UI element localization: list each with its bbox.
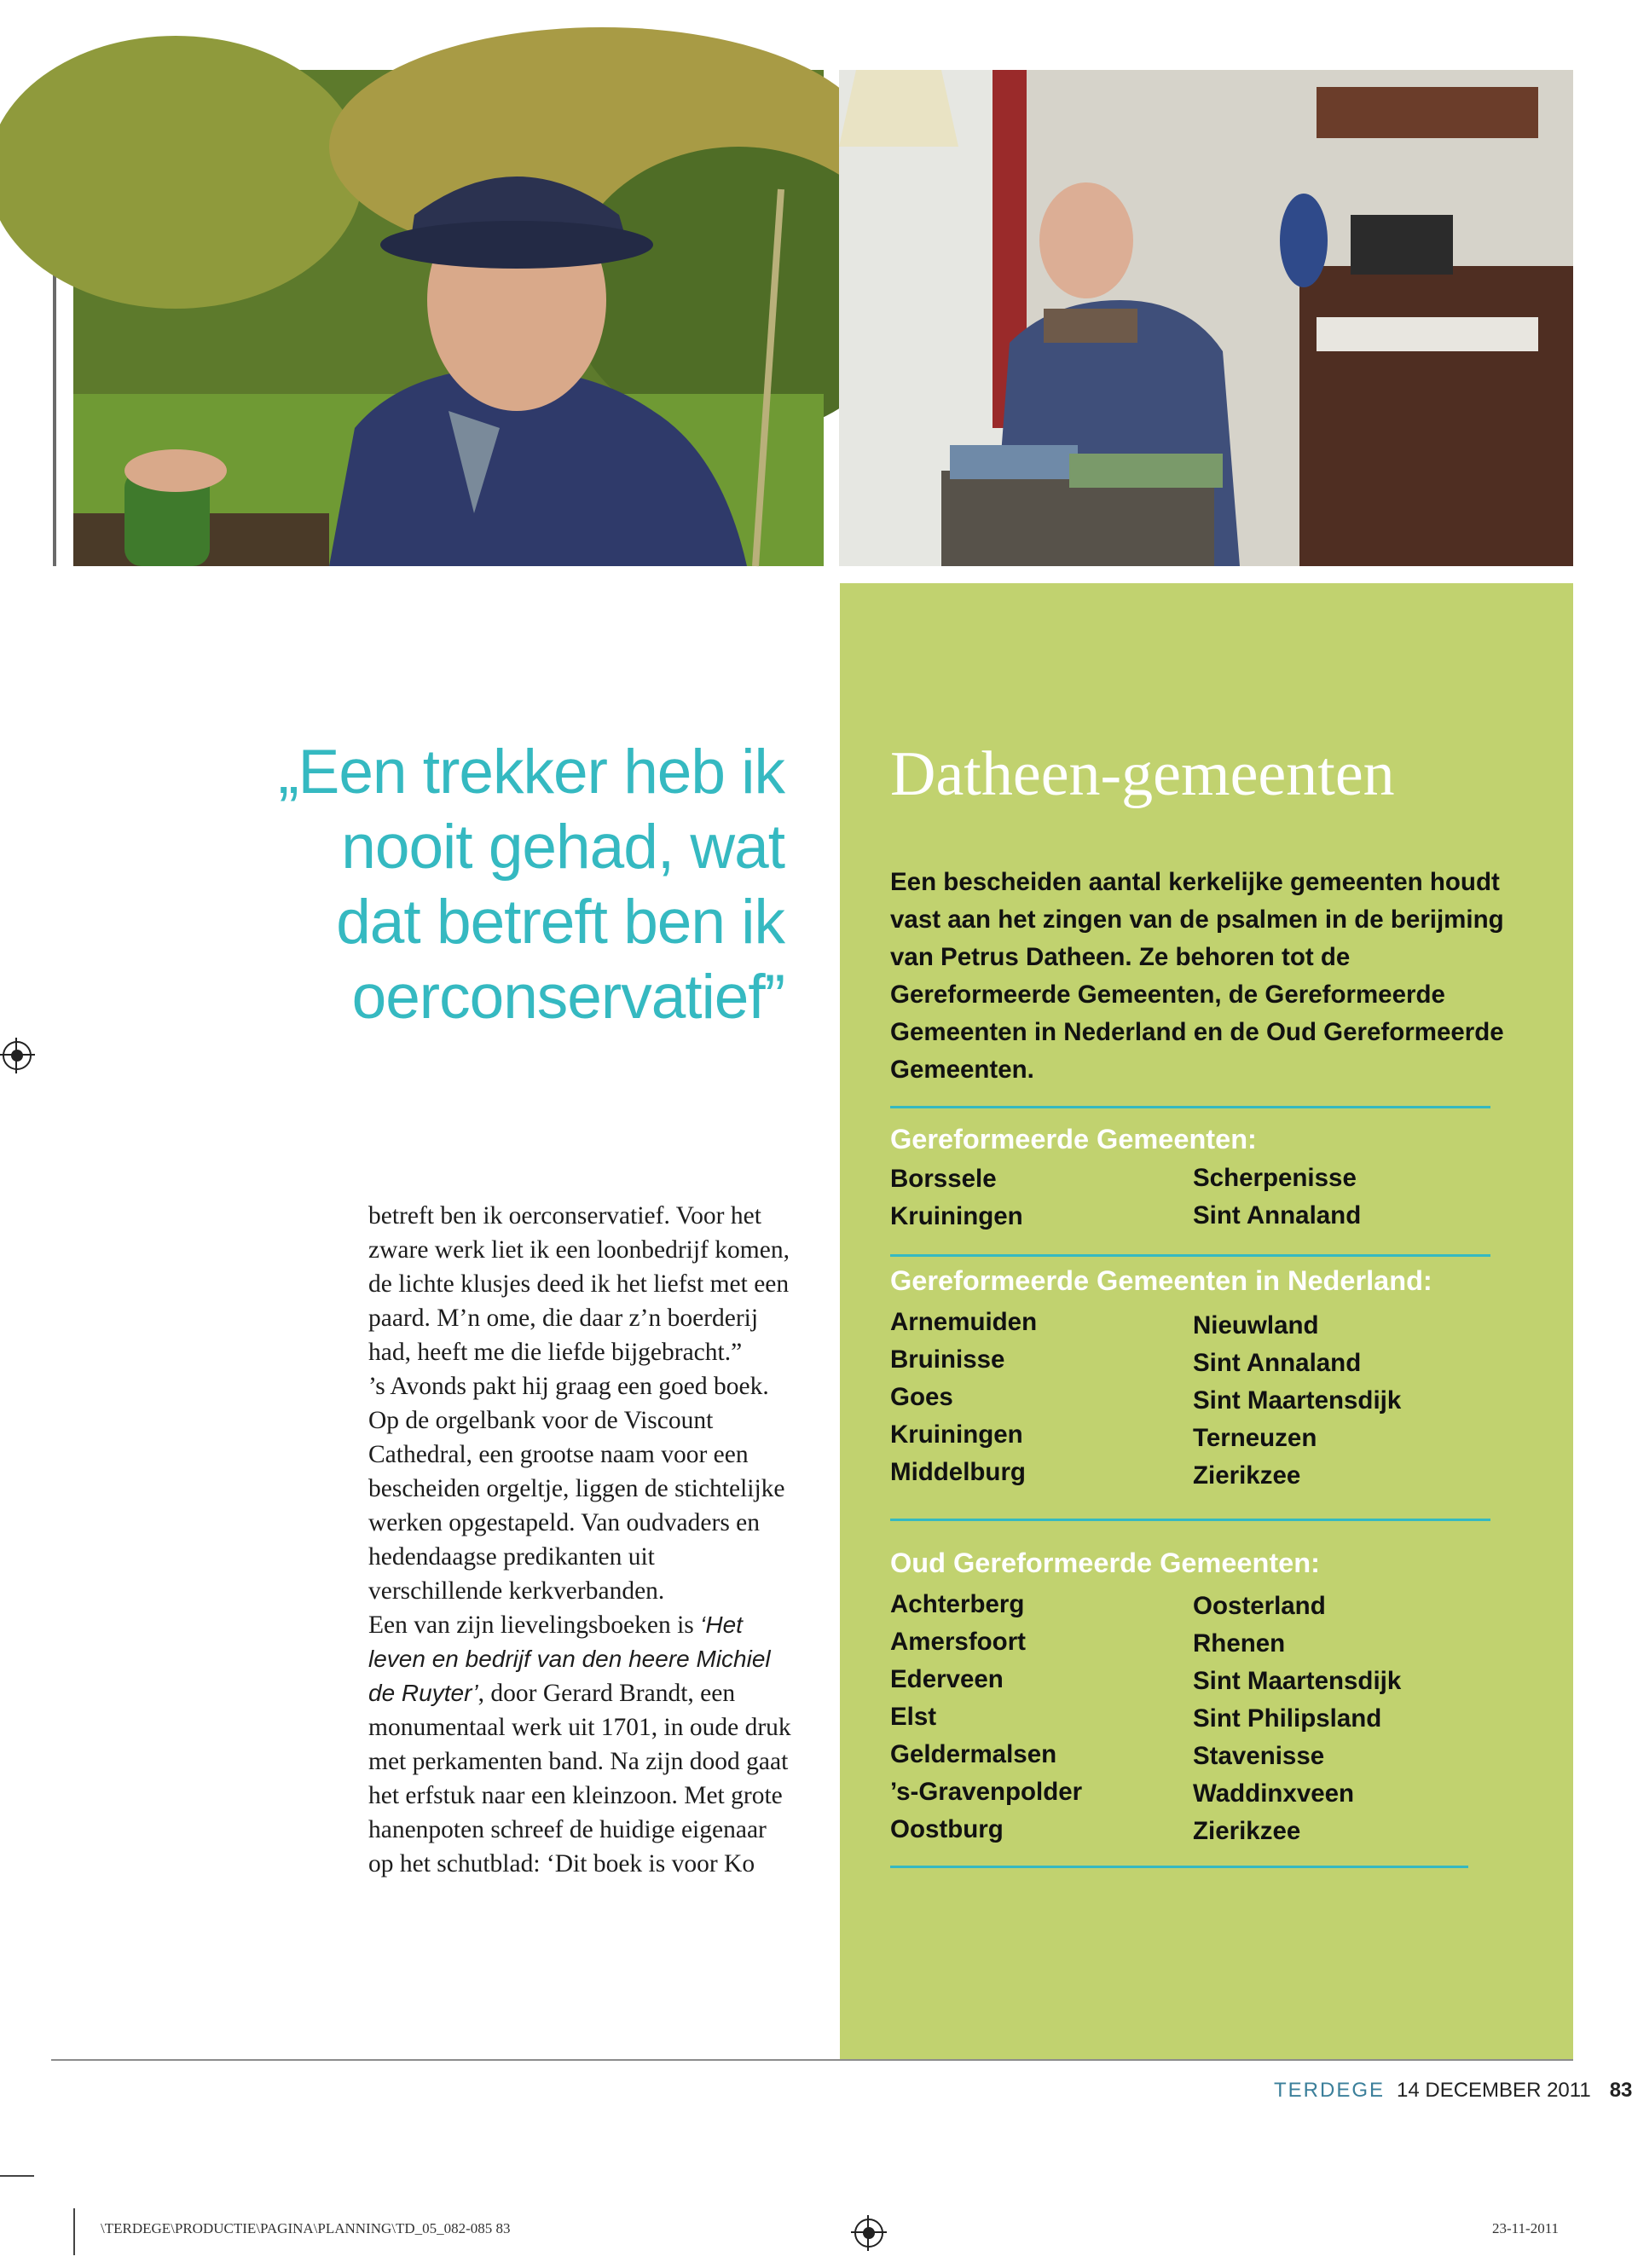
sidebar-title: Datheen-gemeenten <box>890 739 1395 809</box>
pull-quote-line: nooit gehad, wat <box>341 813 784 882</box>
congregation-item: Borssele <box>890 1165 997 1193</box>
crop-mark <box>73 2208 75 2255</box>
congregation-item: Oostburg <box>890 1815 1004 1843</box>
body-text-run: , door Gerard Brandt, een monumentaal werk uit 1701, in oude druk met perkamenten band. Na zijn dood gaat het erfstuk naar een kleinzoon. Met grote hanenpoten schreef de huidige eigenaar op het schutblad: ‘Dit boek is voor Ko <box>368 1680 791 1877</box>
congregation-list-col2 <box>1193 1588 1401 1850</box>
congregation-list-col1 <box>890 1586 1082 1849</box>
congregation-item: Scherpenisse <box>1193 1164 1357 1192</box>
sidebar-intro: Een bescheiden aantal kerkelijke gemeenten houdt vast aan het zingen van de psalmen in de berijming van Petrus Datheen. Ze behoren tot de Gereformeerde Gemeenten, de Gereformeerde Gemeenten in Nederland en de Oud Gereformeerde Gemeenten. <box>890 868 1504 1084</box>
congregation-item: Goes <box>890 1383 953 1411</box>
congregation-item: Arnemuiden <box>890 1308 1038 1336</box>
congregation-item: Sint Philipsland <box>1193 1704 1382 1733</box>
pull-quote-line: „Een trekker heb ik <box>278 738 784 807</box>
congregation-item: Terneuzen <box>1193 1424 1317 1452</box>
congregation-item: Middelburg <box>890 1458 1026 1486</box>
pull-quote <box>205 735 784 1035</box>
congregation-item: Amersfoort <box>890 1628 1026 1656</box>
crop-mark <box>0 2175 34 2177</box>
body-paragraph <box>368 1608 793 1881</box>
congregation-item: Achterberg <box>890 1590 1025 1618</box>
congregation-item: Rhenen <box>1193 1629 1286 1658</box>
group-heading: Gereformeerde Gemeenten in Nederland: <box>890 1265 1432 1296</box>
body-paragraph: betreft ben ik oerconservatief. Voor het zware werk liet ik een loonbedrijf komen, de lichte klusjes deed ik het liefst met een paard. M’n ome, die daar z’n boerderij had, heeft me die liefde bijgebracht.” <box>368 1202 790 1366</box>
congregation-list-col1 <box>890 1160 1023 1235</box>
congregation-item: Nieuwland <box>1193 1311 1319 1339</box>
registration-mark-icon <box>3 1041 32 1070</box>
photo-man-in-field <box>73 70 824 566</box>
article-body <box>368 1199 793 1881</box>
registration-mark-icon <box>854 2219 883 2248</box>
congregation-item: Zierikzee <box>1193 1817 1301 1845</box>
congregation-item: Kruiningen <box>890 1202 1023 1230</box>
divider <box>890 1866 1468 1868</box>
congregation-item: Ederveen <box>890 1665 1004 1693</box>
print-slug-date: 23-11-2011 <box>1492 2220 1560 2236</box>
divider <box>890 1254 1490 1257</box>
divider <box>890 1106 1490 1108</box>
congregation-item: Sint Maartensdijk <box>1193 1667 1402 1695</box>
congregation-list-col2 <box>1193 1307 1401 1495</box>
page-footer <box>1274 2079 1632 2103</box>
congregation-item: Sint Annaland <box>1193 1349 1362 1377</box>
congregation-item: Waddinxveen <box>1193 1779 1355 1808</box>
book-title: ‘Het leven en bedrijf van den heere Michiel de Ruyter’ <box>368 1611 771 1706</box>
congregation-list-col1 <box>890 1304 1037 1491</box>
congregation-item: Oosterland <box>1193 1592 1326 1620</box>
issue-date: 14 DECEMBER 2011 <box>1397 2079 1591 2102</box>
congregation-item: Geldermalsen <box>890 1740 1057 1768</box>
print-slug-path: \TERDEGE\PRODUCTIE\PAGINA\PLANNING\TD_05_082-085 83 <box>101 2220 511 2236</box>
congregation-item: Sint Maartensdijk <box>1193 1386 1402 1415</box>
congregation-list-col2 <box>1193 1160 1361 1235</box>
congregation-item: Elst <box>890 1703 937 1731</box>
group-heading: Gereformeerde Gemeenten: <box>890 1124 1257 1154</box>
pull-quote-line: oerconservatief” <box>351 963 784 1032</box>
photo-man-reading <box>839 70 1573 566</box>
congregation-item: Kruiningen <box>890 1420 1023 1449</box>
congregation-item: Bruinisse <box>890 1345 1005 1374</box>
group-heading: Oud Gereformeerde Gemeenten: <box>890 1548 1320 1578</box>
page-number: 83 <box>1609 2079 1632 2102</box>
magazine-name: TERDEGE <box>1274 2079 1386 2102</box>
footer-rule <box>51 2059 1573 2061</box>
congregation-item: Sint Annaland <box>1193 1201 1362 1229</box>
congregation-item: Zierikzee <box>1193 1461 1301 1490</box>
pull-quote-line: dat betreft ben ik <box>336 888 784 957</box>
congregation-item: ’s-Gravenpolder <box>890 1778 1083 1806</box>
body-paragraph: ’s Avonds pakt hij graag een goed boek. Op de orgelbank voor de Viscount Cathedral, een grootse naam voor een bescheiden orgeltje, liggen de stichtelijke werken opgestapeld. Van oudvaders en hedendaagse predikanten uit verschillende kerkverbanden. <box>368 1373 785 1605</box>
body-text-run: Een van zijn lievelingsboeken is <box>368 1611 701 1639</box>
photo-man-in-field-illustration <box>73 70 824 566</box>
congregation-item: Stavenisse <box>1193 1742 1325 1770</box>
photo-man-reading-illustration <box>839 70 1573 566</box>
divider <box>890 1519 1490 1521</box>
